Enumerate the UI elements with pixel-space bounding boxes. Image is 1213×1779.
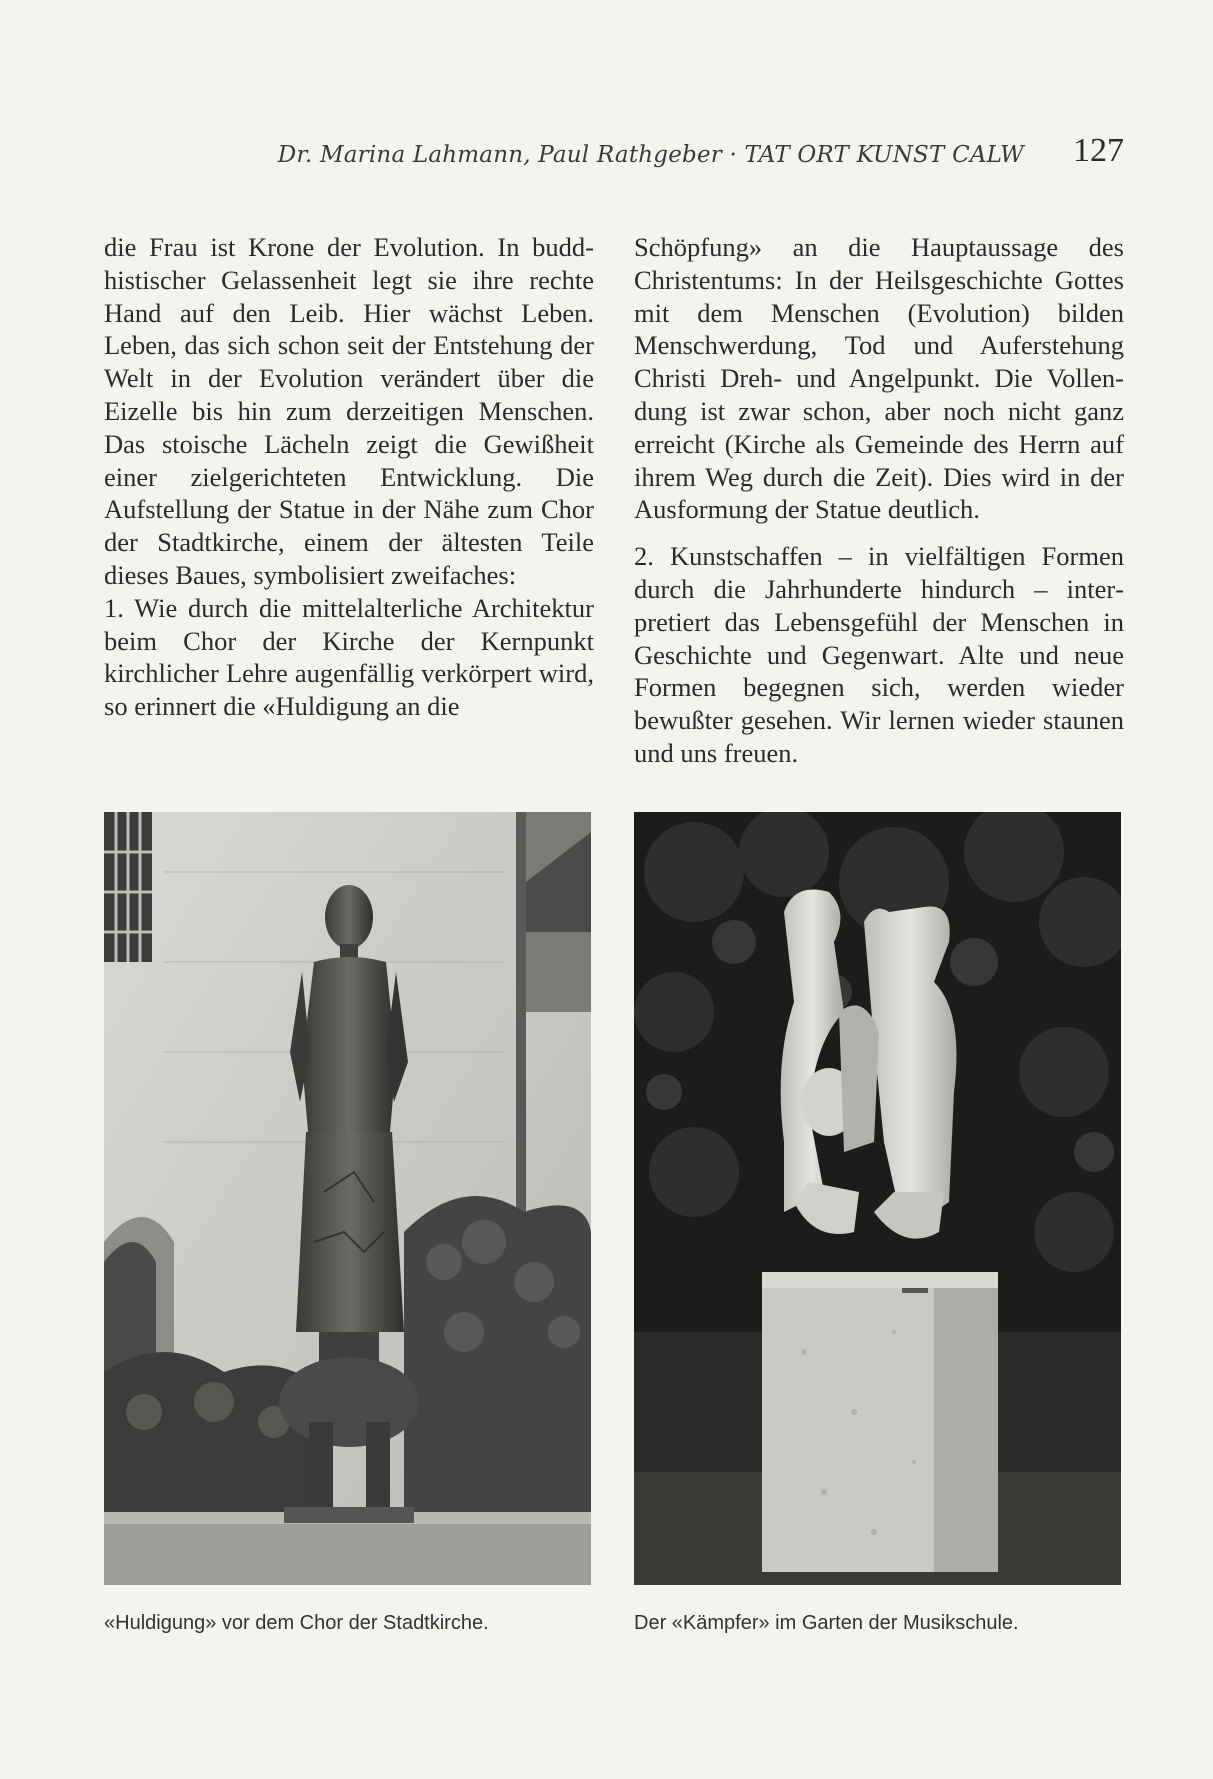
- left-paragraph-2: 1. Wie durch die mittelalterliche Architektur beim Chor der Kirche der Kernpunkt kirchlicher Lehre augenfällig verkörpert wird, so erinnert die «Huldigung an die: [104, 592, 594, 722]
- left-text-column: [104, 231, 594, 723]
- right-paragraph-2: 2. Kunstschaffen – in vielfältigen Formen durch die Jahrhunderte hindurch – interpretiert das Lebensgefühl der Menschen in Geschichte und Gegenwart. Alte und neue Formen begegnen sich, werden wieder bewußter gesehen. Wir lernen wieder staunen und uns freuen.: [634, 541, 1124, 768]
- page-number: 127: [1073, 132, 1124, 169]
- right-text-column: [634, 231, 1124, 770]
- photo-kaempfer-illustration: [634, 812, 1121, 1585]
- left-paragraph-1: die Frau ist Krone der Evolution. In buddhistischer Gelassenheit legt sie ihre rechte Hand auf den Leib. Hier wächst Leben. Leben, das sich schon seit der Entstehung der Welt in der Evolution verändert über die Eizelle bis hin zum derzeitigen Menschen. Das stoische Lächeln zeigt die Gewißheit einer zielgerichteten Entwicklung. Die Aufstellung der Statue in der Nähe zum Chor der Stadtkirche, einem der ältesten Teile dieses Baues, symbolisiert zweifaches:: [104, 232, 594, 590]
- photo-huldigung-illustration: [104, 812, 591, 1585]
- photo-huldigung-statue: [104, 812, 591, 1585]
- photo-kaempfer-statue: [634, 812, 1121, 1585]
- caption-left: «Huldigung» vor dem Chor der Stadtkirche.: [104, 1612, 489, 1634]
- right-paragraph-1: Schöpfung» an die Hauptaussage des Christentums: In der Heilsgeschichte Gottes mit dem Menschen (Evolution) bilden Menschwerdung, Tod und Auferstehung Christi Dreh- und Angelpunkt. Die Vollendung ist zwar schon, aber noch nicht ganz erreicht (Kirche als Gemeinde des Herrn auf ihrem Weg durch die Zeit). Dies wird in der Ausformung der Statue deutlich.: [634, 232, 1124, 525]
- running-title: Dr. Marina Lahmann, Paul Rathgeber · TAT ORT KUNST CALW: [277, 142, 1024, 168]
- page-header: [100, 132, 1124, 172]
- caption-right: Der «Kämpfer» im Garten der Musikschule.: [634, 1612, 1019, 1634]
